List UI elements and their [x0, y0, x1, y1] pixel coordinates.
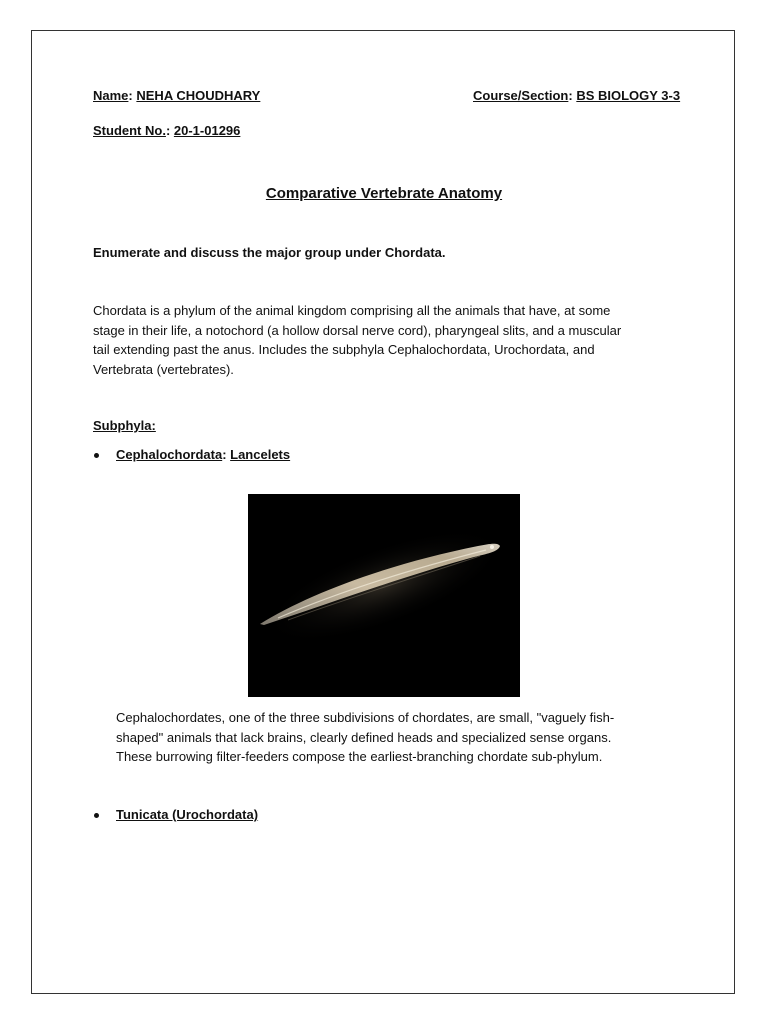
cephalochordata-description	[116, 708, 614, 767]
bullet-icon	[94, 813, 99, 818]
item-common-name: Lancelets	[230, 447, 291, 462]
subphyla-heading: Subphyla:	[93, 418, 156, 433]
student-value: 20-1-01296	[173, 123, 241, 138]
intro-paragraph	[93, 301, 621, 379]
intro-line: Vertebrata (vertebrates).	[93, 361, 234, 377]
name-value: NEHA CHOUDHARY	[136, 88, 261, 103]
name-line: Name: NEHA CHOUDHARY	[93, 88, 261, 103]
student-line: Student No.: 20-1-01296	[93, 123, 241, 138]
question: Enumerate and discuss the major group under Chordata.	[93, 245, 446, 260]
lancelet-image	[248, 494, 520, 697]
intro-line: tail extending past the anus. Includes the subphyla Cephalochordata, Urochordata, and	[93, 342, 595, 357]
item-tunicata: Tunicata (Urochordata)	[116, 807, 259, 822]
student-label: Student No.	[93, 123, 166, 138]
name-label: Name	[93, 88, 129, 103]
item-cephalochordata	[116, 447, 290, 462]
description-line: Cephalochordates, one of the three subdivisions of chordates, are small, "vaguely fish-	[116, 710, 615, 725]
course-value: BS BIOLOGY 3-3	[576, 88, 681, 103]
page-title: Comparative Vertebrate Anatomy	[265, 185, 503, 202]
bullet-icon	[94, 453, 99, 458]
description-line: These burrowing filter-feeders compose the earliest-branching chordate sub-phylum.	[116, 749, 603, 764]
item-separator: :	[222, 447, 231, 462]
course-line: Course/Section: BS BIOLOGY 3-3	[473, 88, 681, 103]
item-name: Cephalochordata	[116, 447, 223, 462]
course-label: Course/Section	[473, 88, 569, 103]
intro-line: stage in their life, a notochord (a hollow dorsal nerve cord), pharyngeal slits, and a muscular	[93, 322, 622, 338]
intro-line: Chordata is a phylum of the animal kingdom comprising all the animals that have, at some	[93, 303, 611, 318]
description-line: shaped" animals that lack brains, clearly defined heads and specialized sense organs.	[116, 729, 612, 745]
